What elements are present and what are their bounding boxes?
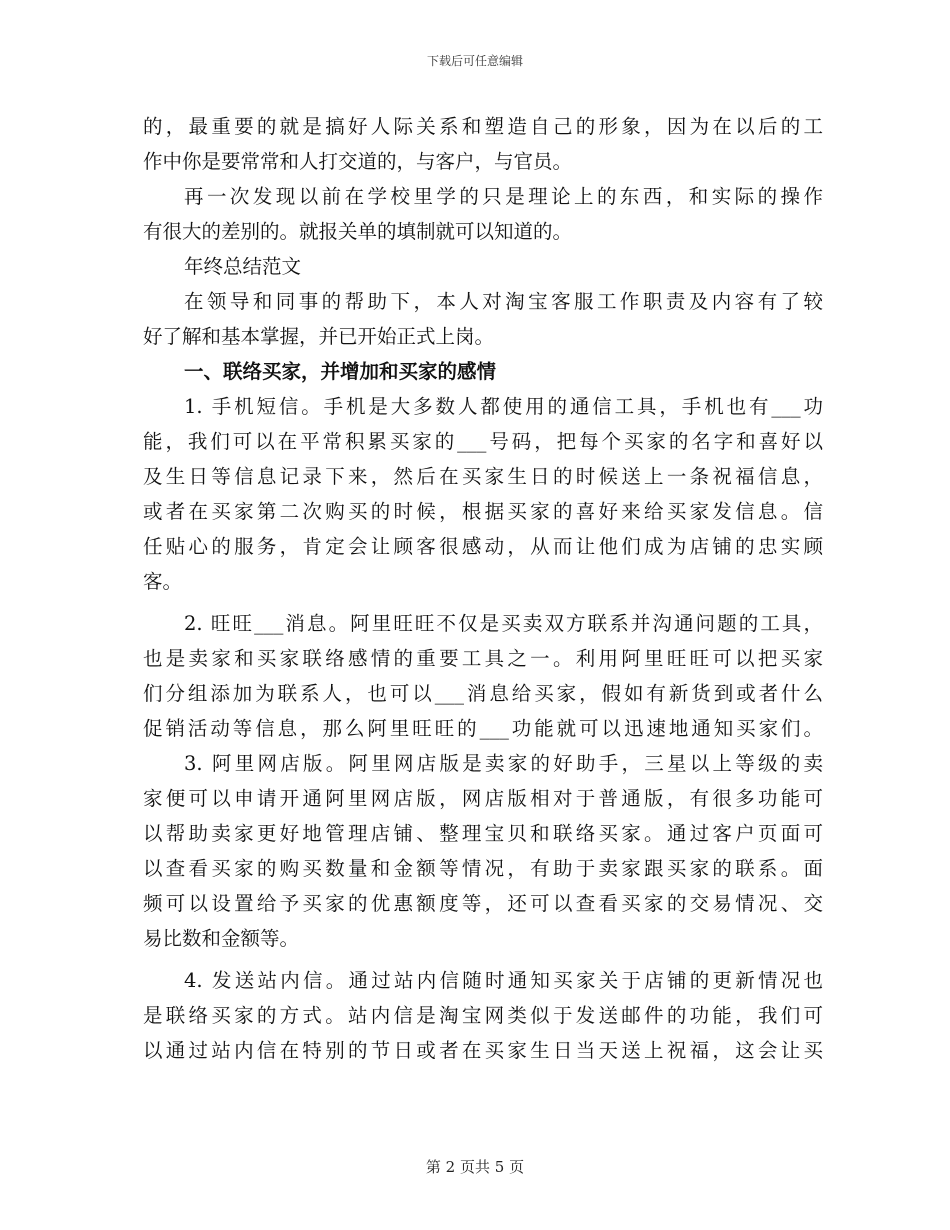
text-line: 3. 阿里网店版。阿里网店版是卖家的好助手，三星以上等级的卖 [184,752,823,775]
text-line: 在领导和同事的帮助下，本人对淘宝客服工作职责及内容有了较 [184,290,823,313]
text-line: 好了解和基本掌握，并已开始正式上岗。 [143,325,495,348]
text-line: 1. 手机短信。手机是大多数人都使用的通信工具，手机也有___功 [184,395,823,418]
section-heading: 一、联络买家，并增加和买家的感情 [184,360,497,383]
text-line: 任贴心的服务，肯定会让顾客很感动，从而让他们成为店铺的忠实顾 [143,535,823,558]
text-line: 是联络买家的方式。站内信是淘宝网类似于发送邮件的功能，我们可 [143,1004,823,1027]
text-line: 作中你是要常常和人打交道的，与客户，与官员。 [143,150,573,173]
page-number: 第 2 页共 5 页 [425,1158,525,1176]
text-line: 客。 [143,570,183,593]
text-line: 易比数和金额等。 [143,927,300,950]
text-line: 及生日等信息记录下来，然后在买家生日的时候送上一条祝福信息， [143,465,823,488]
text-line: 家便可以申请开通阿里网店版，网店版相对于普通版，有很多功能可 [143,787,823,810]
paragraph-gap [143,599,823,606]
text-line: 促销活动等信息，那么阿里旺旺的___功能就可以迅速地通知买家们。 [143,717,823,740]
text-line: 或者在买家第二次购买的时候，根据买家的喜好来给买家发信息。信 [143,500,823,523]
text-line: 频可以设置给予买家的优惠额度等，还可以查看买家的交易情况、交 [143,892,823,915]
text-line: 以通过站内信在特别的节日或者在买家生日当天送上祝福，这会让买 [143,1039,823,1062]
text-line: 的，最重要的就是搞好人际关系和塑造自己的形象，因为在以后的工 [143,115,823,138]
document-body [143,109,823,1068]
paragraph-gap [143,956,823,963]
text-line: 4. 发送站内信。通过站内信随时通知买家关于店铺的更新情况也 [184,969,823,992]
text-line: 也是卖家和买家联络感情的重要工具之一。利用阿里旺旺可以把买家 [143,647,823,670]
text-line: 再一次发现以前在学校里学的只是理论上的东西，和实际的操作 [184,185,823,208]
text-line: 以帮助卖家更好地管理店铺、整理宝贝和联络买家。通过客户页面可 [143,822,823,845]
text-line: 以查看买家的购买数量和金额等情况，有助于卖家跟买家的联系。面 [143,857,823,880]
text-line: 们分组添加为联系人，也可以___消息给买家，假如有新货到或者什么 [143,682,823,705]
text-line: 能，我们可以在平常积累买家的___号码，把每个买家的名字和喜好以 [143,430,823,453]
text-line: 年终总结范文 [184,255,302,278]
text-line: 有很大的差别的。就报关单的填制就可以知道的。 [143,220,573,243]
page-header: 下载后可任意编辑 [426,54,523,68]
text-line: 2. 旺旺___消息。阿里旺旺不仅是买卖双方联系并沟通问题的工具， [184,612,823,635]
